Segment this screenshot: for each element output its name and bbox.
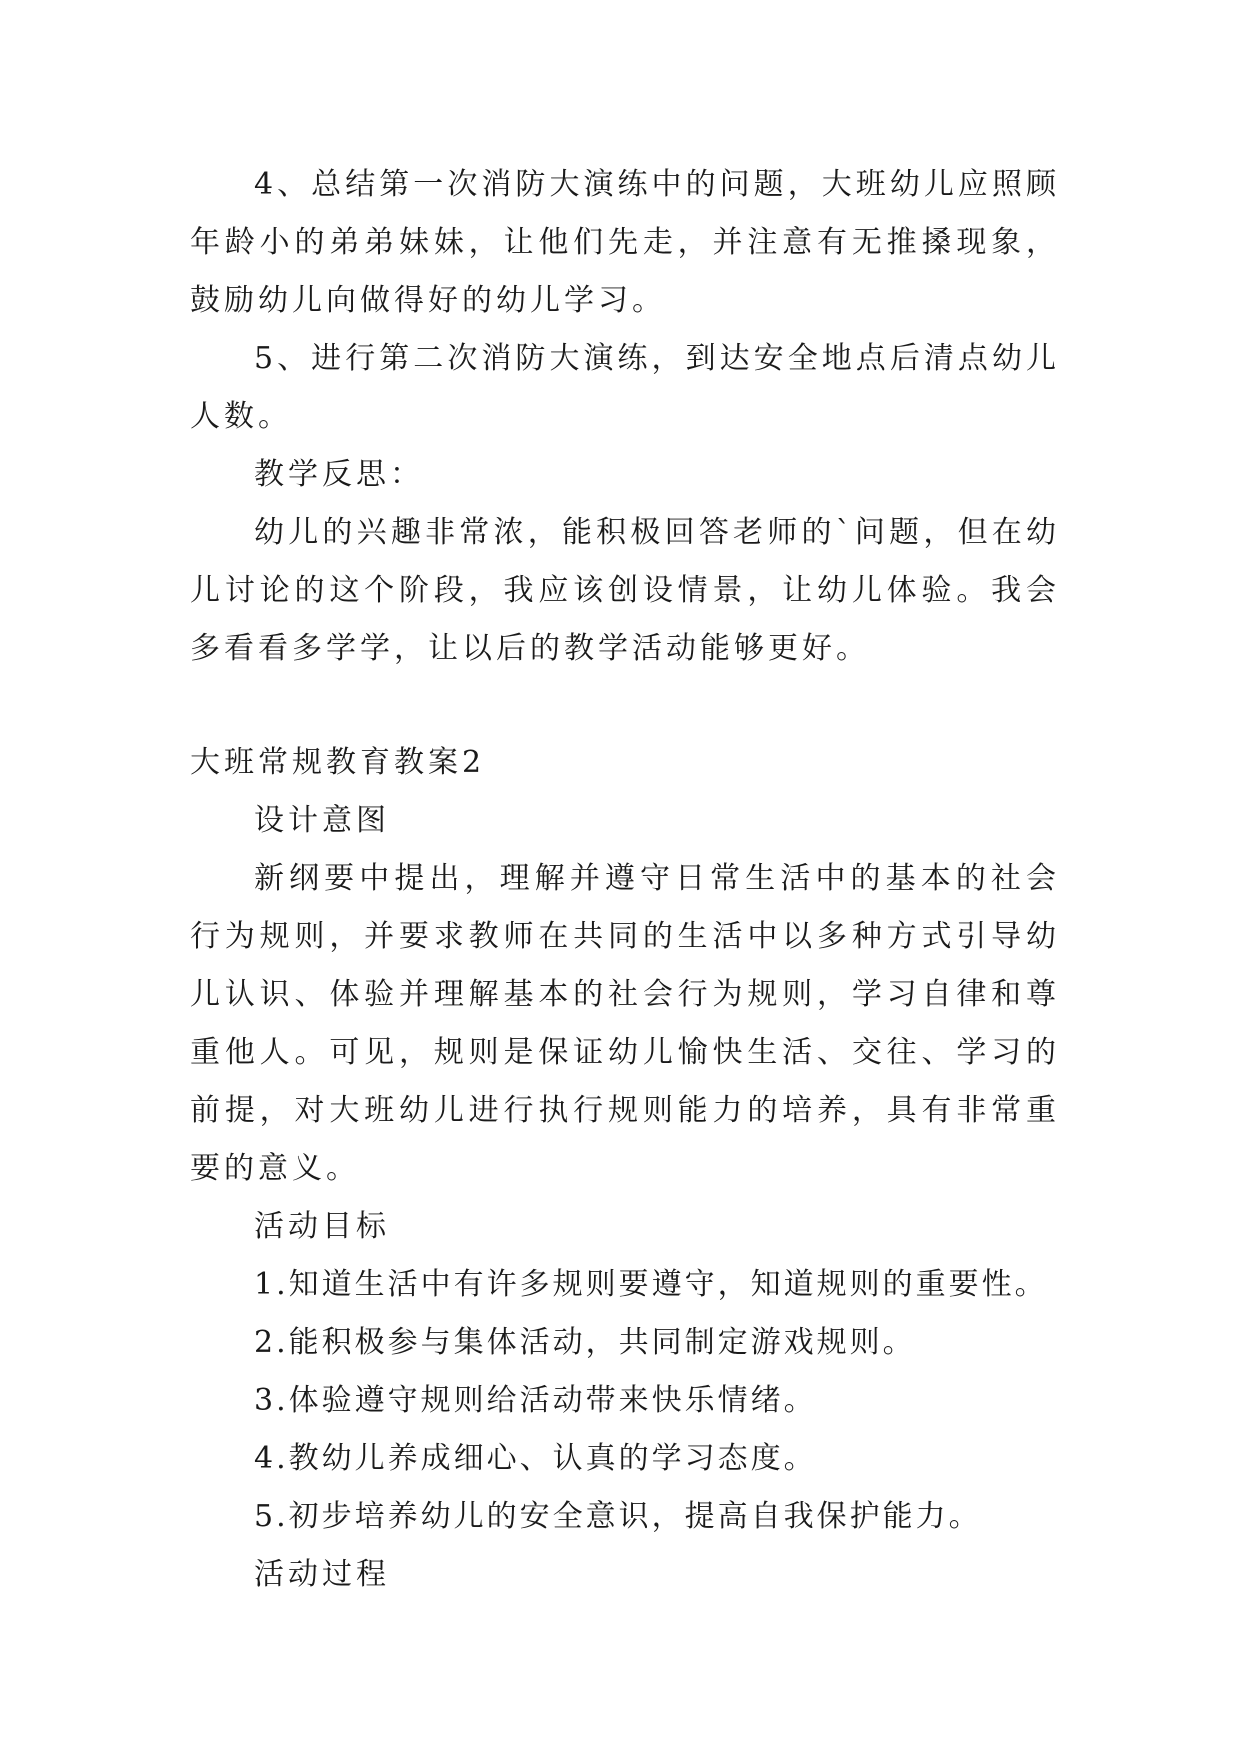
goal-item: 5.初步培养幼儿的安全意识，提高自我保护能力。: [254, 1499, 982, 1534]
activity-goals-heading: 活动目标: [254, 1209, 390, 1244]
design-intent-paragraph: 新纲要中提出，理解并遵守日常生活中的基本的社会行为规则，并要求教师在共同的生活中以多种方式引导幼儿认识、体验并理解基本的社会行为规则，学习自律和尊重他人。可见，规则是保证幼儿愉快生活、交往、学习的前提，对大班幼儿进行执行规则能力的培养，具有非常重要的意义。: [190, 861, 1060, 1186]
reflection-heading: 教学反思：: [254, 457, 424, 492]
step-4-paragraph: 4、总结第一次消防大演练中的问题，大班幼儿应照顾年龄小的弟弟妹妹，让他们先走，并注意有无推搡现象，鼓励幼儿向做得好的幼儿学习。: [190, 167, 1060, 318]
goal-item: 2.能积极参与集体活动，共同制定游戏规则。: [254, 1325, 916, 1360]
document-page: [190, 156, 1060, 1604]
activity-process-heading: 活动过程: [254, 1557, 390, 1592]
lesson-plan-title: 大班常规教育教案2: [190, 745, 486, 780]
goal-item: 1.知道生活中有许多规则要遵守，知道规则的重要性。: [254, 1267, 1048, 1302]
step-5-paragraph: 5、进行第二次消防大演练，到达安全地点后清点幼儿人数。: [190, 341, 1060, 434]
goal-item: 4.教幼儿养成细心、认真的学习态度。: [254, 1441, 817, 1476]
design-intent-heading: 设计意图: [254, 803, 390, 838]
goal-item: 3.体验遵守规则给活动带来快乐情绪。: [254, 1383, 817, 1418]
reflection-paragraph: 幼儿的兴趣非常浓，能积极回答老师的`问题，但在幼儿讨论的这个阶段，我应该创设情景，让幼儿体验。我会多看看多学学，让以后的教学活动能够更好。: [190, 515, 1060, 666]
